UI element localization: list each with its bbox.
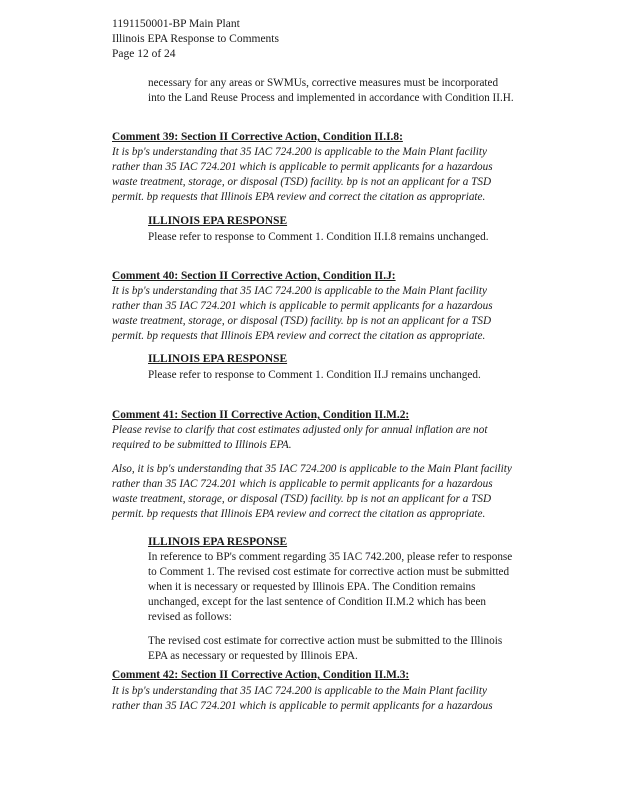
text-line: permit. bp requests that Illinois EPA review and correct the citation as appropriate. [112,508,486,520]
text-line: In reference to BP's comment regarding 35 IAC 742.200, please refer to response [148,551,513,563]
response-41-text-2 [148,634,502,664]
text-line: It is bp's understanding that 35 IAC 724.200 is applicable to the Main Plant facility [112,146,487,158]
comment-41-heading: Comment 41: Section II Corrective Action, Condition II.M.2: [112,409,410,421]
text-line: Also, it is bp's understanding that 35 IAC 724.200 is applicable to the Main Plant facility [112,463,512,475]
text-line: to Comment 1. The revised cost estimate for corrective action must be submitted [148,566,510,578]
text-line: waste treatment, storage, or disposal (TSD) facility. bp is not an applicant for a TSD [112,315,492,327]
response-40-heading: ILLINOIS EPA RESPONSE [148,353,288,365]
doc-id: 1191150001-BP Main Plant [112,18,240,30]
comment-41-text [112,423,487,453]
comment-42-text [112,684,493,714]
comment-42-heading: Comment 42: Section II Corrective Action, Condition II.M.3: [112,669,410,681]
intro-text [148,76,514,106]
text-line: permit. bp requests that Illinois EPA review and correct the citation as appropriate. [112,191,486,203]
response-39-text [148,230,489,245]
text-line: rather than 35 IAC 724.201 which is applicable to permit applicants for a hazardous [112,300,493,312]
text-line: when it is necessary or requested by Illinois EPA. The Condition remains [148,581,476,593]
text-line: unchanged, except for the last sentence of Condition II.M.2 which has been [148,596,487,608]
text-line: rather than 35 IAC 724.201 which is applicable to permit applicants for a hazardous [112,700,493,712]
text-line: necessary for any areas or SWMUs, corrective measures must be incorporated [148,77,499,89]
doc-title: Illinois EPA Response to Comments [112,33,279,45]
comment-41-text-2 [112,462,512,522]
comment-39-text [112,145,493,205]
text-line: Please refer to response to Comment 1. Condition II.J remains unchanged. [148,369,481,381]
text-line: The revised cost estimate for corrective action must be submitted to the Illinois [148,635,503,647]
text-line: required to be submitted to Illinois EPA. [112,439,292,451]
response-41-text [148,550,512,625]
text-line: permit. bp requests that Illinois EPA review and correct the citation as appropriate. [112,330,486,342]
response-39-heading: ILLINOIS EPA RESPONSE [148,215,288,227]
text-line: Please revise to clarify that cost estimates adjusted only for annual inflation are not [112,424,488,436]
text-line: rather than 35 IAC 724.201 which is applicable to permit applicants for a hazardous [112,478,493,490]
text-line: into the Land Reuse Process and implemented in accordance with Condition II.H. [148,92,514,104]
text-line: Please refer to response to Comment 1. Condition II.I.8 remains unchanged. [148,231,489,243]
text-line: waste treatment, storage, or disposal (TSD) facility. bp is not an applicant for a TSD [112,493,492,505]
comment-39-heading: Comment 39: Section II Corrective Action, Condition II.I.8: [112,131,403,143]
text-line: revised as follows: [148,611,232,623]
text-line: rather than 35 IAC 724.201 which is applicable to permit applicants for a hazardous [112,161,493,173]
text-line: EPA as necessary or requested by Illinois EPA. [148,650,358,662]
page-number: Page 12 of 24 [112,48,176,60]
comment-40-heading: Comment 40: Section II Corrective Action, Condition II.J: [112,270,396,282]
text-line: It is bp's understanding that 35 IAC 724.200 is applicable to the Main Plant facility [112,285,487,297]
text-line: It is bp's understanding that 35 IAC 724.200 is applicable to the Main Plant facility [112,685,487,697]
comment-40-text [112,284,493,344]
text-line: waste treatment, storage, or disposal (TSD) facility. bp is not an applicant for a TSD [112,176,492,188]
response-40-text [148,368,481,383]
response-41-heading: ILLINOIS EPA RESPONSE [148,536,288,548]
